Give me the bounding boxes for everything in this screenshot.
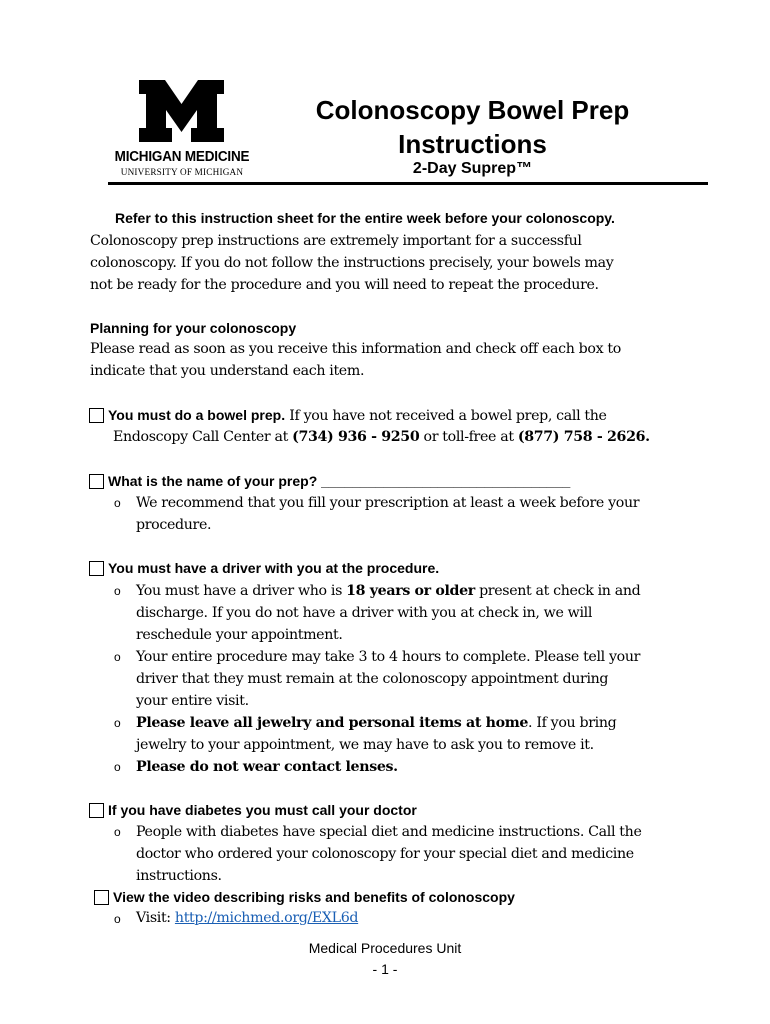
endoscopy-phone: (734) 936 - 9250 [292,429,420,445]
bullet-line: your entire visit. [136,693,249,709]
bullet-text: present at check in and [474,583,641,599]
planning-paragraph [90,338,621,382]
page-subtitle: 2-Day Suprep™ [412,160,533,177]
prep-name-bullet [136,492,639,536]
header-divider [108,182,708,185]
diabetes-item [89,799,417,822]
bullet-marker: o [114,912,121,926]
footer-unit: Medical Procedures Unit [308,940,462,956]
title-line-1: Colonoscopy Bowel Prep [315,95,630,125]
bowel-prep-checkbox[interactable] [89,408,104,423]
diabetes-bullet [136,821,642,887]
bullet-line: doctor who ordered your colonoscopy for your special diet and medicine [136,846,634,862]
bowel-prep-line-2 [113,426,650,448]
bowel-prep-label: You must do a bowel prep. [108,407,286,423]
page-title [300,93,645,161]
driver-checkbox[interactable] [89,561,104,576]
video-bullet [136,907,358,929]
bullet-marker: o [114,650,121,664]
driver-item [89,557,439,580]
bullet-line: People with diabetes have special diet and medicine instructions. Call the [136,824,642,840]
intro-line: not be ready for the procedure and you will need to repeat the procedure. [90,277,599,293]
prep-name-label: What is the name of your prep? ________________________________ [108,473,571,489]
bullet-marker: o [114,760,121,774]
prep-name-checkbox[interactable] [89,474,104,489]
bullet-line: jewelry to your appointment, we may have to ask you to remove it. [136,737,594,753]
intro-line: colonoscopy. If you do not follow the instructions precisely, your bowels may [90,255,614,271]
driver-bullet-4 [136,756,398,778]
bullet-line: procedure. [136,517,212,533]
driver-label: You must have a driver with you at the procedure. [108,560,440,576]
diabetes-label: If you have diabetes you must call your doctor [108,802,417,818]
intro-line: Colonoscopy prep instructions are extremely important for a successful [90,233,582,249]
bullet-line: reschedule your appointment. [136,627,343,643]
bullet-marker: o [114,496,121,510]
driver-bullet-1 [136,580,640,646]
bullet-marker: o [114,825,121,839]
bullet-line: driver that they must remain at the colonoscopy appointment during [136,671,609,687]
bullet-line: Your entire procedure may take 3 to 4 hours to complete. Please tell your [136,649,641,665]
planning-heading: Planning for your colonoscopy [90,320,297,336]
intro-paragraph [90,230,613,296]
contact-lens-warning: Please do not wear contact lenses. [136,759,398,775]
bowel-prep-text: If you have not received a bowel prep, call the [285,408,607,424]
bullet-text: . If you bring [528,715,617,731]
video-label: View the video describing risks and benefits of colonoscopy [113,889,515,905]
driver-bullet-2 [136,646,640,712]
diabetes-checkbox[interactable] [89,803,104,818]
bowel-prep-item [89,404,607,427]
toll-free-phone: (877) 758 - 2626. [517,429,650,445]
bullet-line: discharge. If you do not have a driver with you at check in, we will [136,605,593,621]
planning-line: Please read as soon as you receive this information and check off each box to [90,341,621,357]
bullet-text: You must have a driver who is [136,583,347,599]
bullet-line: We recommend that you fill your prescription at least a week before your [136,495,640,511]
logo-subtitle: UNIVERSITY OF MICHIGAN [120,167,244,177]
video-checkbox[interactable] [94,890,109,905]
video-item [94,886,515,909]
footer-page-number: - 1 - [372,961,398,977]
planning-line: indicate that you understand each item. [90,363,365,379]
visit-text: Visit: [136,910,175,926]
video-link[interactable]: http://michmed.org/EXL6d [174,910,359,926]
intro-heading: Refer to this instruction sheet for the entire week before your colonoscopy. [115,210,615,226]
bullet-marker: o [114,716,121,730]
bowel-prep-call-text: Endoscopy Call Center at [113,429,293,445]
bullet-marker: o [114,584,121,598]
driver-age-requirement: 18 years or older [346,583,475,599]
jewelry-warning: Please leave all jewelry and personal items at home [136,715,529,731]
bullet-line: instructions. [136,868,222,884]
title-line-2: Instructions [398,129,547,159]
driver-bullet-3 [136,712,616,756]
prep-name-item [89,470,570,493]
block-m-logo-icon [139,80,224,142]
toll-free-text: or toll-free at [419,429,518,445]
logo-wordmark: MICHIGAN MEDICINE [114,149,250,165]
